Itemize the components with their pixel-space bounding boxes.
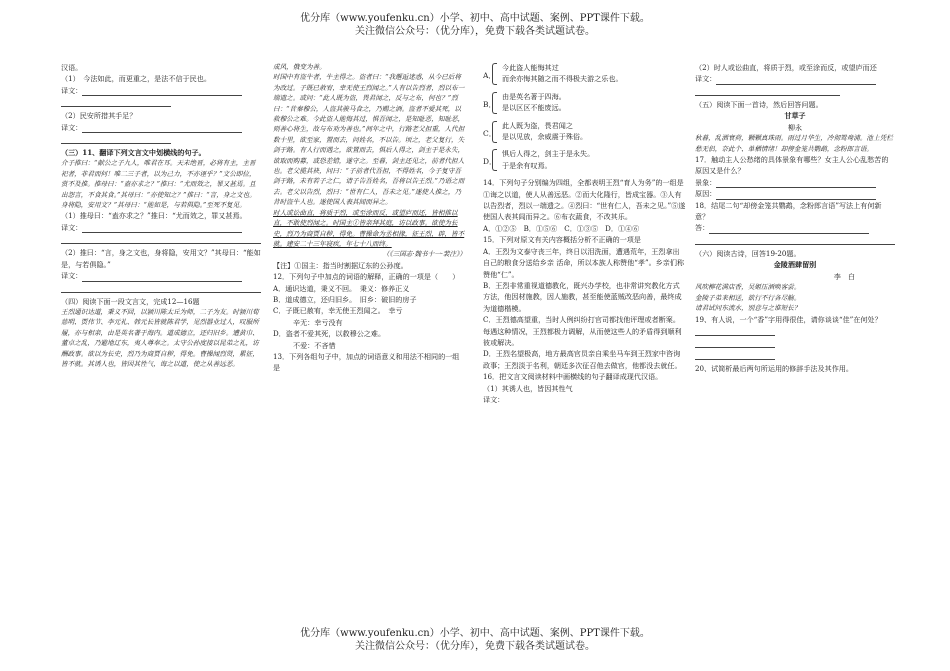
- header-line-1: 优分库（www.youfenku.cn）小学、初中、高中试题、案例、PPT课件下载。: [300, 13, 650, 24]
- section-heading: （三）11、翻译下列文言文中划横线的句子。: [61, 148, 206, 158]
- answer-blank[interactable]: [716, 192, 876, 200]
- poem-title: 甘草子: [784, 111, 806, 121]
- passage-text: 时国中有盗牛者，牛主得之。盗者曰：“我邂逅迷惑，从今已后将为改过。子既已赦宥，幸无使王烈闻之。”人有以告烈者，烈以布一端遗之。或问：“此人既为盗，畏君闻之，反与之布，何也？”烈曰：“昔秦穆公，人盗其骏马食之，乃赐之酒。盗者不爱其死，以救穆公之难。今此盗人能悔其过，惧吾闻之，是知耻恶，知耻恶，则善心将生，故与布劝为善也。”间年之中，行路老父担重，人代担数十里，欲至家，置而去，问姓名，不以告。顷之，老父复行，失剑于路。有人行而遇之，欲置而去，惧后人得之，剑主于是永失，欲取而购募，或恐差错，遂守之。至暮，剑主还见之，前者代担人也。老父揽其袂，问曰：“子前者代吾担，不得姓名，今子复守吾剑于路，未有若子之仁，请子告吾姓名，吾将以告王烈。”乃语之而去。老父以告烈，烈曰：“世有仁人，吾未之见。”遂使人推之，乃昔时盗牛人也。遂使国人表其闾而异之。: [273, 73, 465, 207]
- answer-label: 景象：: [695, 177, 895, 188]
- option-c[interactable]: C．子既已赦宥，幸无使王烈闻之。 幸亏: [273, 306, 403, 316]
- option-row[interactable]: A．①②⑤ B．①⑤⑥ C．①③⑤ D．①④⑥: [483, 223, 640, 233]
- option-d[interactable]: D．盗者不爱其死，以救穆公之难。: [273, 329, 386, 339]
- answer-line[interactable]: [61, 284, 261, 293]
- answer-label: 译文：: [61, 222, 261, 233]
- question-item: 19、有人说，一个“香”字用得很佳，请你谈谈“佳”在何处？: [695, 314, 882, 324]
- option-line: 惧后人得之，剑主于是永失。: [502, 149, 595, 159]
- question-item: 20、试简析最后两句所运用的修辞手法及其作用。: [695, 364, 853, 373]
- question-item: 12．下列句子中加点的词语的解释，正确的一项是（ ）: [273, 272, 460, 282]
- option-a[interactable]: A． 今此盗人能悔其过 而余亦悔其随之而不得极夫游之乐也。: [483, 62, 686, 85]
- question-item: 17．触动主人公愁绪的具体景象有哪些？女主人公心乱愁苦的原因又是什么？: [695, 155, 889, 176]
- answer-blank[interactable]: [716, 180, 876, 188]
- answer-blank[interactable]: [716, 77, 876, 85]
- question-body: ①诲之以道，使人从善远恶。②而大化隆行，皆成宝器。③人有以告烈者，烈以一端遗之。④烈曰：“世有仁人，吾未之见。”⑤遂使国人表其闾而异之。⑥布衣蔬食，不改其乐。: [483, 189, 686, 222]
- question-item: 14．下列句子分别编为四组，全都表明王烈“育人为务”的一组是: [483, 178, 684, 188]
- section-heading: （六）阅读古诗，回答19-20题。: [695, 248, 801, 258]
- answer-blank[interactable]: [709, 226, 869, 234]
- question-item: 16．把文言文阅读材料中画横线的句子翻译成现代汉语。: [483, 372, 663, 382]
- question-sub: （1）其诱人也，皆因其性气: [483, 383, 573, 393]
- option-c[interactable]: C． 此人既为盗，畏君闻之 是以见放，余威震于殊俗。: [483, 120, 686, 143]
- page-footer: [0, 627, 950, 653]
- option-line: 此人既为盗，畏君闻之: [502, 120, 573, 130]
- option-c[interactable]: C．王烈德高望重，当时人例纠纷打官司都找他评理或者断案。每遇这种情况，王烈都极力调解，从而使这些人的矛盾得到顺利彼或解决。: [483, 315, 682, 347]
- question-item: 15．下列对原文有关内容概括分析不正确的一项是: [483, 235, 641, 245]
- option-b[interactable]: B． 由是英名著于四海。 是以区区不能废远。: [483, 91, 686, 114]
- passage-source: （《三国志·魏书十一·裴注》）: [382, 250, 466, 259]
- page-header: [0, 12, 950, 38]
- question-sub: （2）时人或讼曲直，将质于烈，或至涂而反，或望庐而还: [695, 63, 877, 72]
- answer-line[interactable]: [61, 135, 171, 144]
- text-line: 汉语。: [61, 63, 83, 72]
- option-line: 由是英名著于四海。: [502, 91, 566, 101]
- footer-line-1: 优分库（www.youfenku.cn）小学、初中、高中试题、案例、PPT课件下载。: [300, 628, 650, 639]
- column-3: [483, 62, 686, 592]
- answer-line[interactable]: [695, 339, 775, 348]
- answer-line[interactable]: [695, 236, 895, 245]
- option-line: 于是余有叹焉。: [502, 160, 552, 170]
- answer-line[interactable]: [695, 327, 775, 336]
- question-item: （2）推曰：“言，身之文也，身将隐，安用文？”其母曰：“能如是，与若俱隐。”: [61, 248, 261, 269]
- question-item: （1） 今法如此，而更重之，是法不信于民也。: [61, 74, 211, 84]
- answer-label: 译文：: [61, 270, 261, 281]
- column-2: [273, 62, 466, 592]
- option-d[interactable]: D．王烈名望极高，地方最高官员亲自乘坐马车到王烈家中咨询政事；王烈淡于名利，朝廷多次征召他去做官，他都没去就任。: [483, 349, 682, 370]
- poem-title: 金陵酒肆留别: [773, 260, 817, 270]
- footnote: 【注】①国主：指当时割据辽东的公孙度。: [273, 260, 408, 270]
- answer-label: 译文：: [695, 73, 895, 84]
- question-item: （1）推母曰：“盍亦求之？”推曰：“尤而效之，罪又甚焉。: [61, 211, 247, 221]
- answer-line[interactable]: [61, 98, 171, 107]
- answer-label: 译文：: [61, 85, 261, 96]
- option-a[interactable]: A．王烈为文泰守丧三年，终日以泪洗面，遭遇荒年，王烈拿出自己的粮食分送给乡亲 活命，所以本族人称赞他“孝”。乡亲们称赞他“仁”。: [483, 246, 685, 279]
- answer-line[interactable]: [61, 235, 261, 244]
- question-item: 13．下列各组句子中，加点的词语意义和用法不相同的一组是: [273, 351, 460, 373]
- answer-line[interactable]: [695, 351, 775, 360]
- poem-line: 风吹柳花满店香，吴姬压酒唤客尝。: [695, 283, 801, 292]
- poem-line: 请君试问东流水，别意与之谁短长？: [695, 304, 801, 313]
- section-heading: （四）阅读下面一段文言文，完成12—16题: [61, 296, 200, 306]
- option-b[interactable]: B．道成德立，还归旧乡。 旧乡：破旧的房子: [273, 294, 417, 304]
- option-line: 是以见放，余威震于殊俗。: [502, 132, 588, 142]
- option-a[interactable]: A．通识达道，秉义不回。 秉义：修养正义: [273, 283, 410, 293]
- text-line: 成风，俄变为善。: [273, 63, 326, 71]
- passage-text-underlined: 时人或讼曲直，将质于烈，或至涂而反，或望庐而还，皆相推以直，不敢使烈闻之。时国主①皆亲拜其庭，访以政事。欲使为长史，烈乃为商贾自秽，得免。曹操命为丞相掾，征王烈，辟，皆不就。建安二十三年寝疾，年七十八而终。: [273, 208, 465, 248]
- answer-blank[interactable]: [82, 125, 242, 133]
- option-b[interactable]: B．王烈非常重视道德教化，既兴办学校，也非常讲究教化方式方法，他因材施教，因人施教，甚至能使蓝贼改恶向善，最终成为道德楷模。: [483, 280, 682, 313]
- poem-author: 李 白: [833, 271, 855, 281]
- answer-label: 原因：: [695, 188, 895, 199]
- answer-blank[interactable]: [82, 274, 242, 282]
- answer-line[interactable]: [695, 87, 840, 96]
- poem-author: 柳永: [787, 122, 803, 132]
- option-d[interactable]: D． 惧后人得之，剑主于是永失。 于是余有叹焉。: [483, 148, 686, 171]
- question-item: （2）民安所措其手足？: [61, 111, 137, 121]
- answer-label: 答：: [695, 222, 895, 233]
- option-d-note: 不爱：不吝惜: [293, 340, 336, 350]
- passage-text: 介子推曰：“献公之子九人，唯君在耳。天未绝晋，必将有主，主晋祀者，非君而何！唯二三子者，以为己力，不亦诬乎？”文公即位，赏不及推。推母曰：“盍亦求之？”推曰：“尤而效之，罪又甚焉。且出怨言，不食其食。”其母曰：“亦使知之？”推曰：“言，身之文也。身将隐，安用文？”其母曰：“能如是，与若俱隐。”至死不复见。: [61, 159, 256, 210]
- column-4: [695, 62, 895, 592]
- answer-label: 译文：: [61, 122, 261, 133]
- question-item: 18．结尾二句“却傍金笼共鹦鹉，念粉郎言语”写法上有何新意？: [695, 200, 882, 222]
- passage-text: 王烈通识达道，秉义不回，以颍川陈太丘为师，二子为友。时颍川荀慈明、贾伟节、李元礼、韩元长皆就陈君学，见烈器业过人，叹服所履，亦与相亲，由是英名著于海内。道成德立，还归旧乡。遭黄巾、董卓之乱，乃避地辽东，夷人尊奉之。太守公孙度接以昆弟之礼，访酬政事。欲以为长史，烈乃为商贾自秽，得免。曹操闻烈贤，累征，皆不就。其诱人也，皆因其性气，诲之以道，使之从善远恶。: [61, 307, 259, 368]
- footer-line-2: 关注微信公众号：（优分库），免费下载各类试题试卷。: [355, 641, 595, 652]
- section-heading: （五）阅读下面一首诗，然后回答问题。: [695, 99, 823, 109]
- option-c-note: 辛无：幸亏没有: [293, 317, 343, 327]
- column-1: [61, 62, 261, 582]
- header-line-2: 关注微信公众号：（优分库），免费下载各类试题试卷。: [355, 26, 595, 37]
- answer-blank[interactable]: [82, 225, 242, 233]
- option-line: 是以区区不能废远。: [502, 103, 566, 113]
- answer-blank[interactable]: [82, 88, 242, 96]
- poem-text: 秋暮，乱洒衰荷，颗颗真珠雨。雨过月华生，冷彻鸳鸯浦。池上凭栏愁无侣，奈此个、单栖情绪！却傍金笼共鹦鹉，念粉郎言语。: [695, 134, 893, 153]
- answer-label: 译文：: [483, 394, 505, 404]
- poem-line: 金陵子弟来相送，欲行不行各尽觞。: [695, 293, 801, 302]
- option-line: 今此盗人能悔其过: [502, 63, 559, 72]
- option-line: 而余亦悔其随之而不得极夫游之乐也。: [502, 74, 623, 84]
